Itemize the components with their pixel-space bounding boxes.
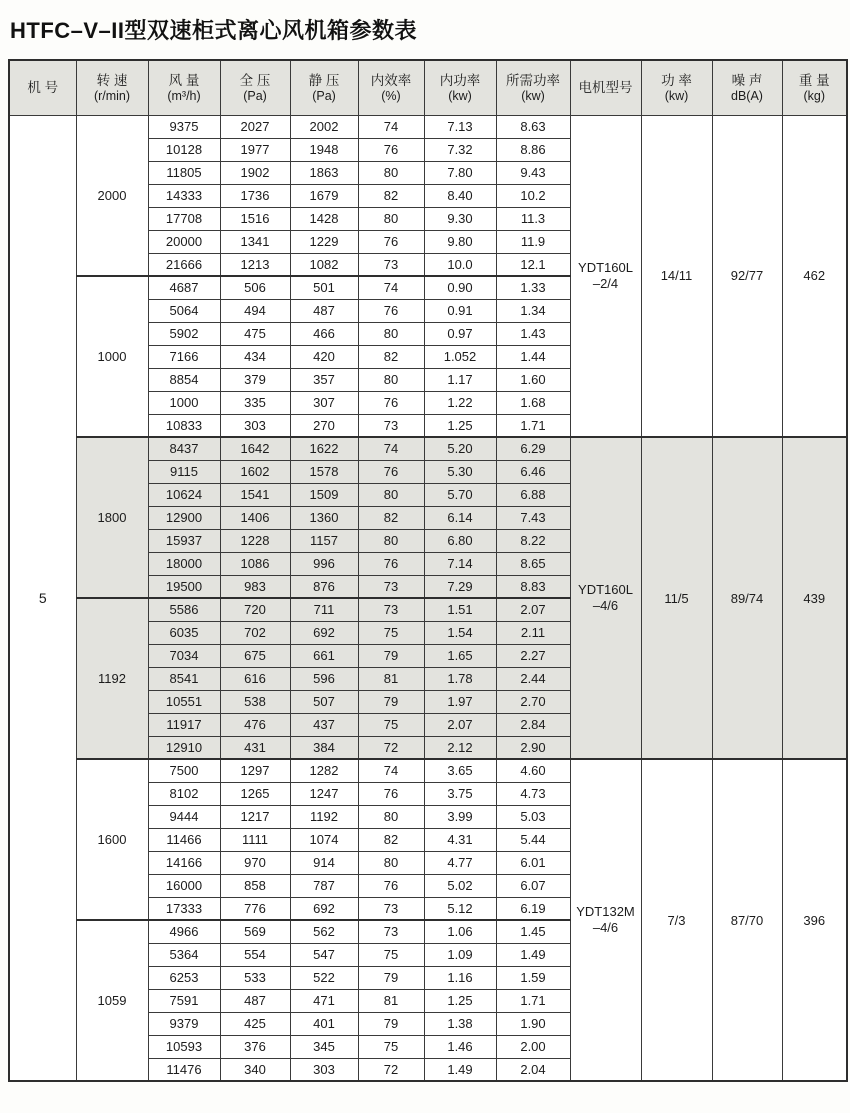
required-power-cell: 2.44 [496, 667, 570, 690]
internal-power-cell: 0.90 [424, 276, 496, 299]
internal-power-cell: 0.91 [424, 299, 496, 322]
air-volume-cell: 6035 [148, 621, 220, 644]
internal-power-cell: 1.54 [424, 621, 496, 644]
efficiency-cell: 73 [358, 414, 424, 437]
internal-power-cell: 3.65 [424, 759, 496, 782]
efficiency-cell: 76 [358, 138, 424, 161]
col-header-weight: 重 量 (kg) [782, 60, 847, 115]
static-pressure-cell: 661 [290, 644, 358, 667]
air-volume-cell: 7166 [148, 345, 220, 368]
table-body [9, 115, 847, 1081]
static-pressure-cell: 384 [290, 736, 358, 759]
total-pressure-cell: 616 [220, 667, 290, 690]
internal-power-cell: 5.70 [424, 483, 496, 506]
static-pressure-cell: 270 [290, 414, 358, 437]
required-power-cell: 5.03 [496, 805, 570, 828]
speed-cell: 2000 [76, 115, 148, 276]
static-pressure-cell: 345 [290, 1035, 358, 1058]
efficiency-cell: 80 [358, 529, 424, 552]
static-pressure-cell: 1229 [290, 230, 358, 253]
total-pressure-cell: 2027 [220, 115, 290, 138]
air-volume-cell: 12900 [148, 506, 220, 529]
static-pressure-cell: 437 [290, 713, 358, 736]
efficiency-cell: 73 [358, 598, 424, 621]
static-pressure-cell: 2002 [290, 115, 358, 138]
static-pressure-cell: 357 [290, 368, 358, 391]
internal-power-cell: 4.77 [424, 851, 496, 874]
motor-model-line1: YDT132M [576, 904, 635, 919]
total-pressure-cell: 569 [220, 920, 290, 943]
efficiency-cell: 81 [358, 989, 424, 1012]
total-pressure-cell: 1602 [220, 460, 290, 483]
air-volume-cell: 11476 [148, 1058, 220, 1081]
total-pressure-cell: 1977 [220, 138, 290, 161]
total-pressure-cell: 1736 [220, 184, 290, 207]
internal-power-cell: 10.0 [424, 253, 496, 276]
static-pressure-cell: 420 [290, 345, 358, 368]
required-power-cell: 2.90 [496, 736, 570, 759]
efficiency-cell: 81 [358, 667, 424, 690]
required-power-cell: 4.60 [496, 759, 570, 782]
required-power-cell: 4.73 [496, 782, 570, 805]
col-header-internal-efficiency: 内效率 (%) [358, 60, 424, 115]
efficiency-cell: 76 [358, 552, 424, 575]
noise-cell: 92/77 [712, 115, 782, 437]
air-volume-cell: 4687 [148, 276, 220, 299]
efficiency-cell: 76 [358, 874, 424, 897]
internal-power-cell: 1.46 [424, 1035, 496, 1058]
total-pressure-cell: 1516 [220, 207, 290, 230]
speed-cell: 1192 [76, 598, 148, 759]
internal-power-cell: 1.22 [424, 391, 496, 414]
required-power-cell: 7.43 [496, 506, 570, 529]
static-pressure-cell: 1509 [290, 483, 358, 506]
speed-cell: 1000 [76, 276, 148, 437]
air-volume-cell: 15937 [148, 529, 220, 552]
internal-power-cell: 6.14 [424, 506, 496, 529]
static-pressure-cell: 692 [290, 621, 358, 644]
required-power-cell: 1.34 [496, 299, 570, 322]
air-volume-cell: 21666 [148, 253, 220, 276]
efficiency-cell: 80 [358, 322, 424, 345]
col-header-total-pressure: 全 压 (Pa) [220, 60, 290, 115]
total-pressure-cell: 431 [220, 736, 290, 759]
air-volume-cell: 8541 [148, 667, 220, 690]
total-pressure-cell: 538 [220, 690, 290, 713]
static-pressure-cell: 1863 [290, 161, 358, 184]
air-volume-cell: 7591 [148, 989, 220, 1012]
internal-power-cell: 7.14 [424, 552, 496, 575]
motor-model-line2: –4/6 [592, 920, 619, 935]
required-power-cell: 2.27 [496, 644, 570, 667]
internal-power-cell: 1.09 [424, 943, 496, 966]
internal-power-cell: 1.052 [424, 345, 496, 368]
air-volume-cell: 17333 [148, 897, 220, 920]
air-volume-cell: 19500 [148, 575, 220, 598]
static-pressure-cell: 466 [290, 322, 358, 345]
col-header-static-pressure: 静 压 (Pa) [290, 60, 358, 115]
air-volume-cell: 8854 [148, 368, 220, 391]
required-power-cell: 8.86 [496, 138, 570, 161]
required-power-cell: 2.84 [496, 713, 570, 736]
efficiency-cell: 79 [358, 966, 424, 989]
efficiency-cell: 74 [358, 276, 424, 299]
air-volume-cell: 4966 [148, 920, 220, 943]
total-pressure-cell: 1086 [220, 552, 290, 575]
noise-cell: 89/74 [712, 437, 782, 759]
air-volume-cell: 9444 [148, 805, 220, 828]
col-header-power: 功 率 (kw) [641, 60, 712, 115]
air-volume-cell: 14333 [148, 184, 220, 207]
static-pressure-cell: 1948 [290, 138, 358, 161]
power-cell: 14/11 [641, 115, 712, 437]
efficiency-cell: 82 [358, 506, 424, 529]
efficiency-cell: 80 [358, 851, 424, 874]
table-row [9, 437, 847, 460]
total-pressure-cell: 1341 [220, 230, 290, 253]
total-pressure-cell: 702 [220, 621, 290, 644]
internal-power-cell: 3.75 [424, 782, 496, 805]
internal-power-cell: 5.12 [424, 897, 496, 920]
static-pressure-cell: 303 [290, 1058, 358, 1081]
required-power-cell: 6.88 [496, 483, 570, 506]
fan-parameters-table [8, 59, 848, 1082]
total-pressure-cell: 1541 [220, 483, 290, 506]
total-pressure-cell: 776 [220, 897, 290, 920]
air-volume-cell: 6253 [148, 966, 220, 989]
total-pressure-cell: 1217 [220, 805, 290, 828]
static-pressure-cell: 1192 [290, 805, 358, 828]
internal-power-cell: 1.51 [424, 598, 496, 621]
air-volume-cell: 5064 [148, 299, 220, 322]
air-volume-cell: 10624 [148, 483, 220, 506]
efficiency-cell: 79 [358, 690, 424, 713]
static-pressure-cell: 876 [290, 575, 358, 598]
weight-cell: 396 [782, 759, 847, 1081]
total-pressure-cell: 494 [220, 299, 290, 322]
required-power-cell: 11.3 [496, 207, 570, 230]
static-pressure-cell: 507 [290, 690, 358, 713]
efficiency-cell: 80 [358, 805, 424, 828]
internal-power-cell: 1.65 [424, 644, 496, 667]
static-pressure-cell: 547 [290, 943, 358, 966]
motor-model-cell [570, 437, 641, 759]
required-power-cell: 1.68 [496, 391, 570, 414]
efficiency-cell: 73 [358, 920, 424, 943]
internal-power-cell: 6.80 [424, 529, 496, 552]
efficiency-cell: 82 [358, 828, 424, 851]
required-power-cell: 1.43 [496, 322, 570, 345]
efficiency-cell: 76 [358, 782, 424, 805]
internal-power-cell: 1.25 [424, 414, 496, 437]
static-pressure-cell: 1074 [290, 828, 358, 851]
required-power-cell: 12.1 [496, 253, 570, 276]
required-power-cell: 1.45 [496, 920, 570, 943]
static-pressure-cell: 1082 [290, 253, 358, 276]
efficiency-cell: 80 [358, 483, 424, 506]
efficiency-cell: 76 [358, 230, 424, 253]
efficiency-cell: 76 [358, 460, 424, 483]
total-pressure-cell: 858 [220, 874, 290, 897]
required-power-cell: 8.83 [496, 575, 570, 598]
internal-power-cell: 8.40 [424, 184, 496, 207]
total-pressure-cell: 487 [220, 989, 290, 1012]
static-pressure-cell: 692 [290, 897, 358, 920]
required-power-cell: 8.22 [496, 529, 570, 552]
efficiency-cell: 76 [358, 391, 424, 414]
efficiency-cell: 76 [358, 299, 424, 322]
total-pressure-cell: 1228 [220, 529, 290, 552]
efficiency-cell: 75 [358, 621, 424, 644]
internal-power-cell: 7.13 [424, 115, 496, 138]
air-volume-cell: 10551 [148, 690, 220, 713]
total-pressure-cell: 1265 [220, 782, 290, 805]
air-volume-cell: 10128 [148, 138, 220, 161]
static-pressure-cell: 487 [290, 299, 358, 322]
required-power-cell: 9.43 [496, 161, 570, 184]
required-power-cell: 10.2 [496, 184, 570, 207]
efficiency-cell: 74 [358, 759, 424, 782]
air-volume-cell: 11805 [148, 161, 220, 184]
internal-power-cell: 3.99 [424, 805, 496, 828]
col-header-air-volume: 风 量 (m³/h) [148, 60, 220, 115]
efficiency-cell: 79 [358, 1012, 424, 1035]
air-volume-cell: 14166 [148, 851, 220, 874]
required-power-cell: 6.07 [496, 874, 570, 897]
total-pressure-cell: 340 [220, 1058, 290, 1081]
static-pressure-cell: 914 [290, 851, 358, 874]
internal-power-cell: 9.80 [424, 230, 496, 253]
required-power-cell: 2.11 [496, 621, 570, 644]
total-pressure-cell: 1111 [220, 828, 290, 851]
total-pressure-cell: 675 [220, 644, 290, 667]
total-pressure-cell: 425 [220, 1012, 290, 1035]
col-header-machine-no: 机 号 [9, 60, 76, 115]
static-pressure-cell: 501 [290, 276, 358, 299]
air-volume-cell: 5364 [148, 943, 220, 966]
internal-power-cell: 1.06 [424, 920, 496, 943]
internal-power-cell: 2.12 [424, 736, 496, 759]
total-pressure-cell: 1406 [220, 506, 290, 529]
required-power-cell: 5.44 [496, 828, 570, 851]
required-power-cell: 2.04 [496, 1058, 570, 1081]
internal-power-cell: 9.30 [424, 207, 496, 230]
weight-cell: 439 [782, 437, 847, 759]
air-volume-cell: 18000 [148, 552, 220, 575]
table-row [9, 759, 847, 782]
internal-power-cell: 4.31 [424, 828, 496, 851]
air-volume-cell: 1000 [148, 391, 220, 414]
static-pressure-cell: 1622 [290, 437, 358, 460]
internal-power-cell: 7.80 [424, 161, 496, 184]
air-volume-cell: 16000 [148, 874, 220, 897]
col-header-noise: 噪 声 dB(A) [712, 60, 782, 115]
header-row [9, 60, 847, 115]
efficiency-cell: 80 [358, 161, 424, 184]
internal-power-cell: 7.29 [424, 575, 496, 598]
internal-power-cell: 2.07 [424, 713, 496, 736]
efficiency-cell: 72 [358, 736, 424, 759]
static-pressure-cell: 522 [290, 966, 358, 989]
efficiency-cell: 75 [358, 713, 424, 736]
air-volume-cell: 8102 [148, 782, 220, 805]
speed-cell: 1059 [76, 920, 148, 1081]
air-volume-cell: 7500 [148, 759, 220, 782]
air-volume-cell: 11466 [148, 828, 220, 851]
required-power-cell: 6.46 [496, 460, 570, 483]
required-power-cell: 11.9 [496, 230, 570, 253]
required-power-cell: 1.44 [496, 345, 570, 368]
efficiency-cell: 73 [358, 253, 424, 276]
total-pressure-cell: 476 [220, 713, 290, 736]
page-title: HTFC–V–II型双速柜式离心风机箱参数表 [10, 18, 418, 43]
total-pressure-cell: 970 [220, 851, 290, 874]
total-pressure-cell: 533 [220, 966, 290, 989]
motor-model-cell [570, 115, 641, 437]
internal-power-cell: 1.17 [424, 368, 496, 391]
efficiency-cell: 80 [358, 368, 424, 391]
air-volume-cell: 5902 [148, 322, 220, 345]
air-volume-cell: 9375 [148, 115, 220, 138]
required-power-cell: 1.60 [496, 368, 570, 391]
static-pressure-cell: 307 [290, 391, 358, 414]
total-pressure-cell: 1297 [220, 759, 290, 782]
required-power-cell: 1.49 [496, 943, 570, 966]
power-cell: 11/5 [641, 437, 712, 759]
internal-power-cell: 1.78 [424, 667, 496, 690]
table-row [9, 115, 847, 138]
air-volume-cell: 11917 [148, 713, 220, 736]
static-pressure-cell: 401 [290, 1012, 358, 1035]
air-volume-cell: 10593 [148, 1035, 220, 1058]
total-pressure-cell: 376 [220, 1035, 290, 1058]
static-pressure-cell: 711 [290, 598, 358, 621]
static-pressure-cell: 1247 [290, 782, 358, 805]
static-pressure-cell: 1282 [290, 759, 358, 782]
air-volume-cell: 7034 [148, 644, 220, 667]
required-power-cell: 6.01 [496, 851, 570, 874]
efficiency-cell: 75 [358, 943, 424, 966]
total-pressure-cell: 303 [220, 414, 290, 437]
static-pressure-cell: 562 [290, 920, 358, 943]
air-volume-cell: 12910 [148, 736, 220, 759]
air-volume-cell: 5586 [148, 598, 220, 621]
total-pressure-cell: 506 [220, 276, 290, 299]
static-pressure-cell: 596 [290, 667, 358, 690]
static-pressure-cell: 996 [290, 552, 358, 575]
total-pressure-cell: 983 [220, 575, 290, 598]
required-power-cell: 2.70 [496, 690, 570, 713]
motor-model-cell [570, 759, 641, 1081]
required-power-cell: 1.71 [496, 414, 570, 437]
static-pressure-cell: 1428 [290, 207, 358, 230]
motor-model-line1: YDT160L [578, 259, 633, 275]
required-power-cell: 2.00 [496, 1035, 570, 1058]
internal-power-cell: 5.30 [424, 460, 496, 483]
internal-power-cell: 1.25 [424, 989, 496, 1012]
total-pressure-cell: 335 [220, 391, 290, 414]
motor-model-line2: –2/4 [592, 275, 619, 291]
efficiency-cell: 73 [358, 575, 424, 598]
machine-no-cell: 5 [9, 115, 76, 1081]
internal-power-cell: 5.20 [424, 437, 496, 460]
static-pressure-cell: 1679 [290, 184, 358, 207]
speed-cell: 1600 [76, 759, 148, 920]
air-volume-cell: 17708 [148, 207, 220, 230]
required-power-cell: 1.59 [496, 966, 570, 989]
speed-cell: 1800 [76, 437, 148, 598]
efficiency-cell: 75 [358, 1035, 424, 1058]
efficiency-cell: 82 [358, 184, 424, 207]
total-pressure-cell: 1213 [220, 253, 290, 276]
required-power-cell: 1.33 [496, 276, 570, 299]
total-pressure-cell: 1902 [220, 161, 290, 184]
weight-cell: 462 [782, 115, 847, 437]
static-pressure-cell: 787 [290, 874, 358, 897]
air-volume-cell: 9115 [148, 460, 220, 483]
efficiency-cell: 79 [358, 644, 424, 667]
internal-power-cell: 1.49 [424, 1058, 496, 1081]
motor-model-line1: YDT160L [578, 582, 633, 597]
required-power-cell: 1.71 [496, 989, 570, 1012]
noise-cell: 87/70 [712, 759, 782, 1081]
required-power-cell: 6.29 [496, 437, 570, 460]
total-pressure-cell: 379 [220, 368, 290, 391]
table-header [9, 60, 847, 115]
static-pressure-cell: 1157 [290, 529, 358, 552]
static-pressure-cell: 1360 [290, 506, 358, 529]
required-power-cell: 2.07 [496, 598, 570, 621]
internal-power-cell: 1.16 [424, 966, 496, 989]
static-pressure-cell: 1578 [290, 460, 358, 483]
air-volume-cell: 9379 [148, 1012, 220, 1035]
efficiency-cell: 74 [358, 115, 424, 138]
air-volume-cell: 10833 [148, 414, 220, 437]
efficiency-cell: 80 [358, 207, 424, 230]
internal-power-cell: 7.32 [424, 138, 496, 161]
total-pressure-cell: 554 [220, 943, 290, 966]
motor-model-line2: –4/6 [592, 598, 619, 613]
efficiency-cell: 72 [358, 1058, 424, 1081]
required-power-cell: 8.65 [496, 552, 570, 575]
efficiency-cell: 74 [358, 437, 424, 460]
total-pressure-cell: 475 [220, 322, 290, 345]
internal-power-cell: 5.02 [424, 874, 496, 897]
internal-power-cell: 1.97 [424, 690, 496, 713]
static-pressure-cell: 471 [290, 989, 358, 1012]
internal-power-cell: 0.97 [424, 322, 496, 345]
required-power-cell: 8.63 [496, 115, 570, 138]
efficiency-cell: 73 [358, 897, 424, 920]
total-pressure-cell: 720 [220, 598, 290, 621]
efficiency-cell: 82 [358, 345, 424, 368]
required-power-cell: 6.19 [496, 897, 570, 920]
total-pressure-cell: 1642 [220, 437, 290, 460]
air-volume-cell: 8437 [148, 437, 220, 460]
col-header-motor-model: 电机型号 [570, 60, 641, 115]
col-header-internal-power: 内功率 (kw) [424, 60, 496, 115]
internal-power-cell: 1.38 [424, 1012, 496, 1035]
power-cell: 7/3 [641, 759, 712, 1081]
col-header-speed: 转 速 (r/min) [76, 60, 148, 115]
required-power-cell: 1.90 [496, 1012, 570, 1035]
air-volume-cell: 20000 [148, 230, 220, 253]
total-pressure-cell: 434 [220, 345, 290, 368]
col-header-required-power: 所需功率 (kw) [496, 60, 570, 115]
